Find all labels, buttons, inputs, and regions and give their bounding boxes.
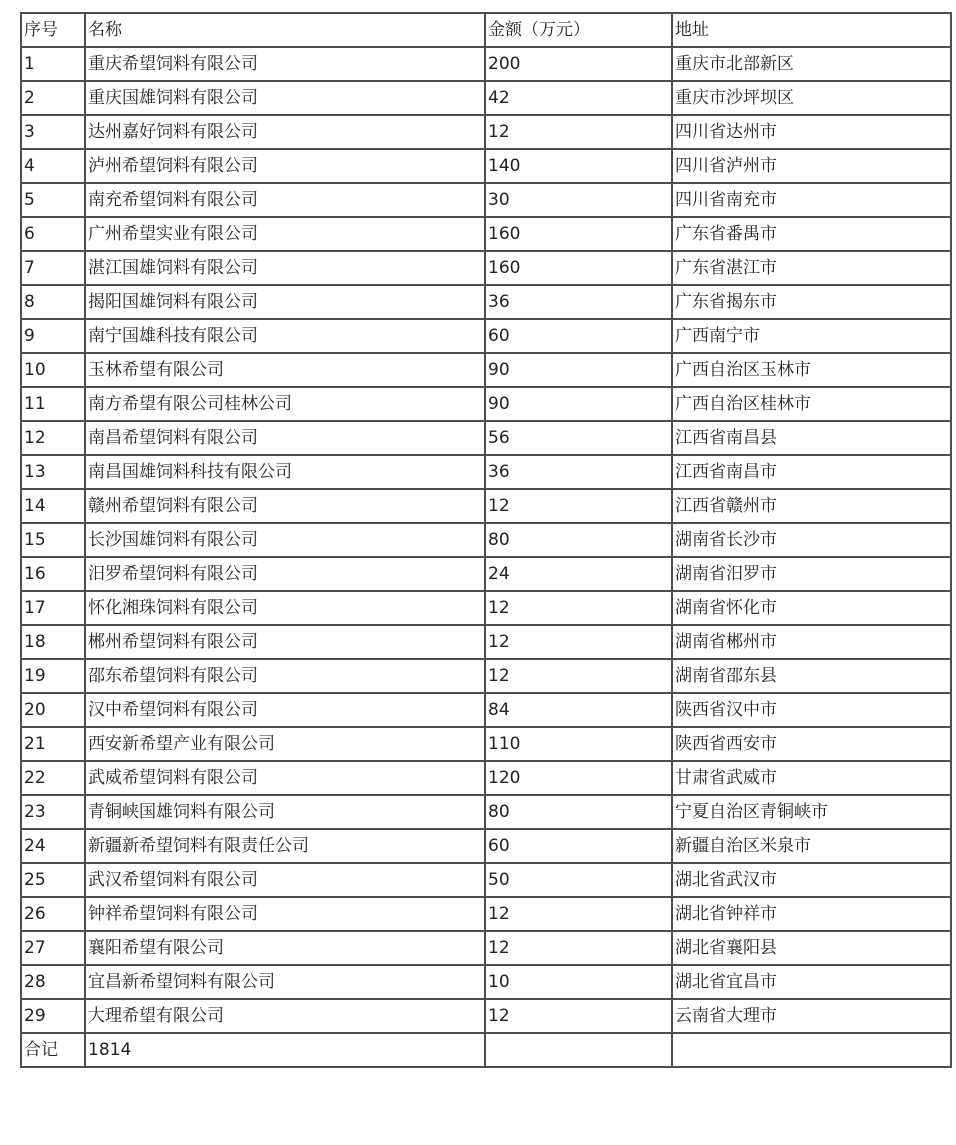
cell-address: 广东省揭东市 [672,285,951,319]
cell-name: 重庆国雄饲料有限公司 [85,81,485,115]
cell-amount: 12 [485,625,672,659]
table-head [21,13,951,47]
header-index: 序号 [21,13,85,47]
cell-index: 28 [21,965,85,999]
table-row [21,761,951,795]
total-value: 1814 [85,1033,485,1067]
cell-name: 赣州希望饲料有限公司 [85,489,485,523]
cell-amount: 12 [485,999,672,1033]
cell-name: 钟祥希望饲料有限公司 [85,897,485,931]
cell-name: 郴州希望饲料有限公司 [85,625,485,659]
header-amount: 金额（万元） [485,13,672,47]
table-row [21,387,951,421]
cell-name: 玉林希望有限公司 [85,353,485,387]
cell-index: 6 [21,217,85,251]
cell-index: 3 [21,115,85,149]
cell-name: 汉中希望饲料有限公司 [85,693,485,727]
cell-index: 18 [21,625,85,659]
table-row [21,149,951,183]
cell-name: 大理希望有限公司 [85,999,485,1033]
cell-amount: 140 [485,149,672,183]
cell-amount: 12 [485,659,672,693]
table-row [21,421,951,455]
cell-amount: 12 [485,591,672,625]
table-row [21,795,951,829]
cell-index: 24 [21,829,85,863]
cell-index: 26 [21,897,85,931]
cell-address: 江西省南昌市 [672,455,951,489]
cell-amount: 90 [485,387,672,421]
cell-index: 21 [21,727,85,761]
cell-index: 22 [21,761,85,795]
cell-index: 2 [21,81,85,115]
cell-address: 云南省大理市 [672,999,951,1033]
cell-amount: 80 [485,795,672,829]
header-row [21,13,951,47]
cell-address: 新疆自治区米泉市 [672,829,951,863]
table-row [21,115,951,149]
cell-name: 青铜峡国雄饲料有限公司 [85,795,485,829]
cell-address: 陕西省汉中市 [672,693,951,727]
table-row [21,251,951,285]
cell-amount: 60 [485,319,672,353]
table-row [21,489,951,523]
cell-name: 邵东希望饲料有限公司 [85,659,485,693]
cell-amount: 160 [485,217,672,251]
cell-amount: 12 [485,115,672,149]
cell-index: 8 [21,285,85,319]
cell-address: 江西省南昌县 [672,421,951,455]
cell-index: 11 [21,387,85,421]
table-row [21,659,951,693]
cell-address: 湖北省武汉市 [672,863,951,897]
cell-name: 南宁国雄科技有限公司 [85,319,485,353]
cell-address: 湖南省长沙市 [672,523,951,557]
cell-amount: 12 [485,489,672,523]
cell-amount: 12 [485,931,672,965]
table-row [21,183,951,217]
cell-amount: 30 [485,183,672,217]
total-label: 合记 [21,1033,85,1067]
table-row [21,353,951,387]
cell-index: 13 [21,455,85,489]
cell-name: 达州嘉好饲料有限公司 [85,115,485,149]
cell-amount: 42 [485,81,672,115]
cell-name: 汨罗希望饲料有限公司 [85,557,485,591]
table-row [21,625,951,659]
cell-amount: 160 [485,251,672,285]
cell-index: 14 [21,489,85,523]
cell-index: 20 [21,693,85,727]
cell-name: 南昌国雄饲料科技有限公司 [85,455,485,489]
table-row [21,217,951,251]
table-row [21,863,951,897]
total-row [21,1033,951,1067]
cell-name: 湛江国雄饲料有限公司 [85,251,485,285]
cell-address: 陕西省西安市 [672,727,951,761]
table-row [21,591,951,625]
cell-amount: 36 [485,285,672,319]
cell-amount: 50 [485,863,672,897]
cell-address: 湖南省汨罗市 [672,557,951,591]
table-body [21,47,951,1067]
table-row [21,931,951,965]
cell-address: 广东省湛江市 [672,251,951,285]
cell-index: 1 [21,47,85,81]
cell-address: 湖南省怀化市 [672,591,951,625]
cell-index: 5 [21,183,85,217]
cell-name: 重庆希望饲料有限公司 [85,47,485,81]
cell-index: 17 [21,591,85,625]
company-table [20,12,952,1068]
cell-index: 15 [21,523,85,557]
table-row [21,727,951,761]
cell-index: 7 [21,251,85,285]
cell-amount: 110 [485,727,672,761]
cell-address: 湖北省襄阳县 [672,931,951,965]
cell-index: 12 [21,421,85,455]
total-address-cell [672,1033,951,1067]
table-row [21,693,951,727]
cell-name: 武汉希望饲料有限公司 [85,863,485,897]
table-row [21,829,951,863]
table-row [21,455,951,489]
cell-address: 广西南宁市 [672,319,951,353]
cell-address: 宁夏自治区青铜峡市 [672,795,951,829]
cell-address: 四川省泸州市 [672,149,951,183]
cell-index: 27 [21,931,85,965]
total-amount-cell [485,1033,672,1067]
table-row [21,523,951,557]
table-row [21,319,951,353]
cell-amount: 36 [485,455,672,489]
cell-index: 23 [21,795,85,829]
cell-name: 南方希望有限公司桂林公司 [85,387,485,421]
cell-index: 16 [21,557,85,591]
cell-name: 怀化湘珠饲料有限公司 [85,591,485,625]
cell-amount: 60 [485,829,672,863]
cell-index: 25 [21,863,85,897]
cell-address: 甘肃省武威市 [672,761,951,795]
cell-amount: 10 [485,965,672,999]
cell-address: 湖北省钟祥市 [672,897,951,931]
cell-name: 长沙国雄饲料有限公司 [85,523,485,557]
table-row [21,999,951,1033]
cell-address: 湖南省郴州市 [672,625,951,659]
cell-address: 广东省番禺市 [672,217,951,251]
table-row [21,285,951,319]
cell-name: 宜昌新希望饲料有限公司 [85,965,485,999]
cell-address: 四川省南充市 [672,183,951,217]
table-row [21,557,951,591]
cell-amount: 200 [485,47,672,81]
cell-amount: 120 [485,761,672,795]
cell-address: 湖南省邵东县 [672,659,951,693]
cell-name: 广州希望实业有限公司 [85,217,485,251]
cell-index: 4 [21,149,85,183]
table-row [21,897,951,931]
cell-name: 南充希望饲料有限公司 [85,183,485,217]
cell-amount: 24 [485,557,672,591]
cell-index: 9 [21,319,85,353]
cell-index: 10 [21,353,85,387]
table-row [21,81,951,115]
cell-amount: 12 [485,897,672,931]
cell-index: 19 [21,659,85,693]
cell-name: 泸州希望饲料有限公司 [85,149,485,183]
cell-name: 襄阳希望有限公司 [85,931,485,965]
header-name: 名称 [85,13,485,47]
cell-amount: 56 [485,421,672,455]
cell-address: 重庆市北部新区 [672,47,951,81]
cell-amount: 90 [485,353,672,387]
cell-name: 南昌希望饲料有限公司 [85,421,485,455]
company-table-container [20,12,950,1068]
cell-address: 四川省达州市 [672,115,951,149]
cell-address: 江西省赣州市 [672,489,951,523]
cell-index: 29 [21,999,85,1033]
table-row [21,47,951,81]
cell-amount: 80 [485,523,672,557]
header-address: 地址 [672,13,951,47]
cell-address: 广西自治区玉林市 [672,353,951,387]
cell-name: 西安新希望产业有限公司 [85,727,485,761]
cell-name: 揭阳国雄饲料有限公司 [85,285,485,319]
cell-address: 湖北省宜昌市 [672,965,951,999]
cell-address: 广西自治区桂林市 [672,387,951,421]
cell-name: 新疆新希望饲料有限责任公司 [85,829,485,863]
cell-name: 武威希望饲料有限公司 [85,761,485,795]
cell-address: 重庆市沙坪坝区 [672,81,951,115]
table-row [21,965,951,999]
cell-amount: 84 [485,693,672,727]
